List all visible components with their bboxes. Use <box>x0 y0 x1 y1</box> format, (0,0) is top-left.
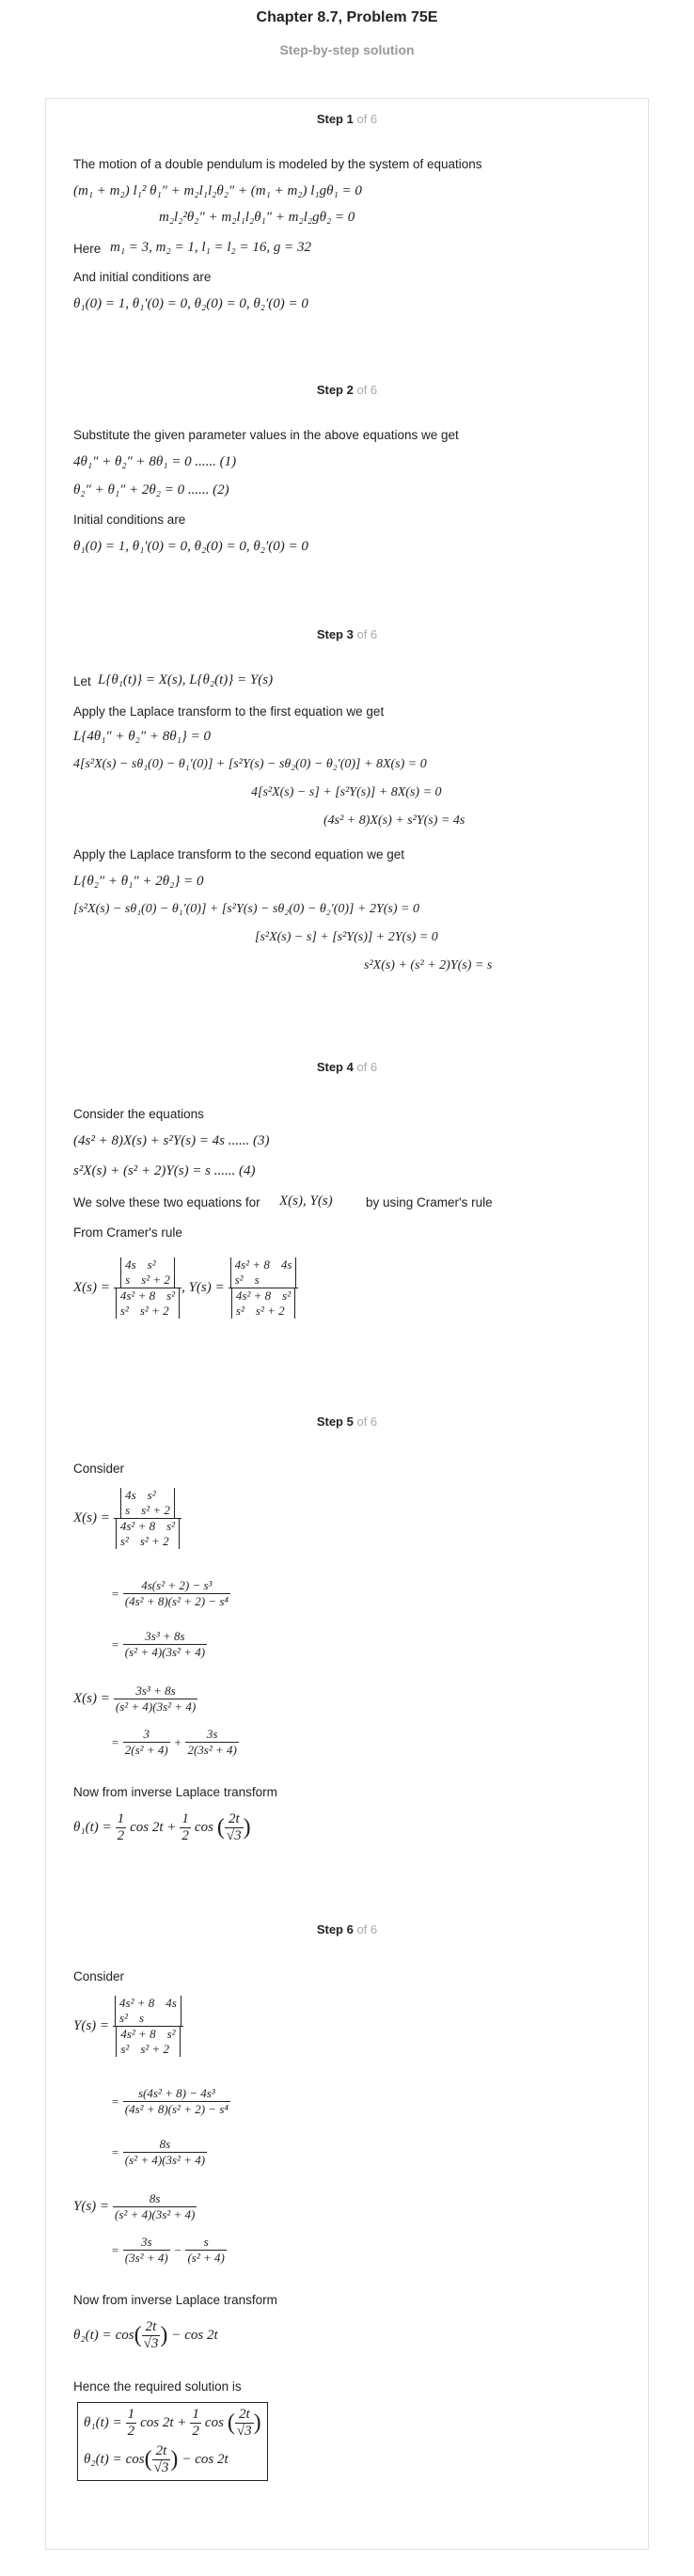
step-card-6 <box>45 1909 649 2550</box>
y-determinant: Y(s) = 4s² + 8 4s s² s 4s² + 8 s² s² s² + 2 <box>73 1996 183 2057</box>
text-line: And initial conditions are <box>73 270 212 284</box>
text-line: Here <box>73 242 102 256</box>
text-line: From Cramer's rule <box>73 1225 182 1240</box>
text-line: Consider <box>73 1969 125 1983</box>
x-fraction: 4s s² s s² + 2 4s² + 8 s² s² s² + 2 <box>114 1257 181 1319</box>
step-header: Step 4 of 6 <box>316 1060 378 1074</box>
text-line: Apply the Laplace transform to the first equation we get <box>73 704 385 719</box>
step-card-4 <box>45 1047 649 1402</box>
x-partial-fractions: = $\frac{3}{\text{2(s² + 4)}}$ + $\frac{3s}{\text{2(3s² + 4)}}$ <box>111 1727 237 1757</box>
text-line: by using Cramer's rule <box>366 1195 493 1209</box>
x-determinant: X(s) = 4s s² s s² + 2 4s² + 8 s² s² s² + 2 <box>73 1488 181 1549</box>
equation-4: s²X(s) + (s² + 2)Y(s) = s ...... (4) <box>73 1163 256 1178</box>
step-card-5 <box>45 1401 649 1910</box>
equation: L{4θ₁″ + θ₂″ + 8θ₁} = 0 <box>73 729 211 744</box>
step-card-3 <box>45 614 649 1048</box>
step-card-2 <box>45 370 649 615</box>
page-title: Chapter 8.7, Problem 75E <box>256 9 438 25</box>
y-simplified: = $\frac{8s}{\text{(s² + 4)(3s² + 4)}}$ <box>111 2137 206 2167</box>
equation: m₂l₂²θ₂″ + m₂l₁l₂θ₁″ + m₂l₂gθ₂ = 0 <box>159 210 355 225</box>
step-header: Step 2 of 6 <box>316 383 378 397</box>
theta1-result: θ₁(t) = $\frac{1}{2}$ cos 2t + $\frac{1}{2}$ cos ( $\frac{2t}{√3}$ ) <box>73 1811 251 1843</box>
page-header <box>0 0 694 57</box>
theta2-result: θ₂(t) = cos ( $\frac{2t}{√3}$ ) − cos 2t <box>73 2319 218 2351</box>
equation: 4[s²X(s) − sθ₁(0) − θ₁′(0)] + [s²Y(s) − sθ₂(0) − θ₂′(0)] + 8X(s) = 0 <box>73 757 427 771</box>
equation: s²X(s) + (s² + 2)Y(s) = s <box>364 958 493 972</box>
equation-2: θ₂″ + θ₁″ + 2θ₂ = 0 ...... (2) <box>73 482 229 498</box>
text-line: Apply the Laplace transform to the second equation we get <box>73 847 404 861</box>
x-expand: = $\frac{\text{4s(s² + 2) − s³}}{\text{(4s² + 8)(s² + 2) − s⁴}}$ <box>111 1578 229 1608</box>
text-line: Now from inverse Laplace transform <box>73 1785 277 1799</box>
final-answer-box <box>77 2402 268 2481</box>
equation: m₁ = 3, m₂ = 1, l₁ = l₂ = 16, g = 32 <box>110 240 311 255</box>
y-fraction: 4s² + 8 4s s² s 4s² + 8 s² s² s² + 2 <box>229 1257 299 1319</box>
equation: X(s), Y(s) <box>279 1193 333 1209</box>
final-theta2: θ₂(t) = cos ( $\frac{2t}{√3}$ ) − cos 2t <box>84 2443 229 2475</box>
step-header: Step 6 of 6 <box>316 1922 378 1936</box>
text-line: Let <box>73 674 91 688</box>
equation: [s²X(s) − sθ₁(0) − θ₁′(0)] + [s²Y(s) − sθ₂(0) − θ₂′(0)] + 2Y(s) = 0 <box>73 902 419 916</box>
text-line: Hence the required solution is <box>73 2379 242 2394</box>
x-result: X(s) = $\frac{\text{3s³ + 8s}}{\text{(s² + 4)(3s² + 4)}}$ <box>73 1683 197 1714</box>
equation: 4[s²X(s) − s] + [s²Y(s)] + 8X(s) = 0 <box>251 785 442 799</box>
equation: (m₁ + m₂) l₁² θ₁″ + m₂l₁l₂θ₂″ + (m₁ + m₂) l₁gθ₁ = 0 <box>73 183 362 198</box>
equation: L{θ₂″ + θ₁″ + 2θ₂} = 0 <box>73 874 204 889</box>
text-line: Now from inverse Laplace transform <box>73 2293 277 2307</box>
y-partial-fractions: = $\frac{3s}{\text{(3s² + 4)}}$ − $\frac{s}{\text{(s² + 4)}}$ <box>111 2235 225 2265</box>
step-card-1 <box>45 98 649 371</box>
y-result: Y(s) = $\frac{8s}{\text{(s² + 4)(3s² + 4)}}$ <box>73 2191 196 2221</box>
cramer-formula: X(s) = 4s s² s s² + 2 4s² + 8 s² s² s² + 2 , Y(s) = 4s² + 8 4s s² s 4s² + 8 s² s² s² + 2 <box>73 1257 298 1319</box>
final-theta1: θ₁(t) = $\frac{1}{2}$ cos 2t + $\frac{1}{2}$ cos ( $\frac{2t}{√3}$ ) <box>84 2407 261 2439</box>
equation-3: (4s² + 8)X(s) + s²Y(s) = 4s ...... (3) <box>73 1133 270 1148</box>
text-line: The motion of a double pendulum is modeled by the system of equations <box>73 157 482 171</box>
step-header: Step 5 of 6 <box>316 1414 378 1429</box>
equation: L{θ₁(t)} = X(s), L{θ₂(t)} = Y(s) <box>98 672 274 687</box>
equation-1: 4θ₁″ + θ₂″ + 8θ₁ = 0 ...... (1) <box>73 454 237 469</box>
y-expand: = $\frac{\text{s(4s² + 8) − 4s³}}{\text{(4s² + 8)(s² + 2) − s⁴}}$ <box>111 2086 229 2116</box>
text-line: Consider the equations <box>73 1107 204 1121</box>
text-line: Substitute the given parameter values in the above equations we get <box>73 428 459 442</box>
equation: θ₁(0) = 1, θ₁′(0) = 0, θ₂(0) = 0, θ₂′(0) = 0 <box>73 296 308 311</box>
step-header: Step 3 of 6 <box>316 627 378 641</box>
text-line: Initial conditions are <box>73 513 186 527</box>
text-line: Consider <box>73 1462 125 1476</box>
x-simplified: = $\frac{\text{3s³ + 8s}}{\text{(s² + 4)(3s² + 4)}}$ <box>111 1629 206 1659</box>
equation: θ₁(0) = 1, θ₁′(0) = 0, θ₂(0) = 0, θ₂′(0) = 0 <box>73 539 308 554</box>
page-subtitle: Step-by-step solution <box>279 42 415 57</box>
text-line: We solve these two equations for <box>73 1195 260 1209</box>
equation: [s²X(s) − s] + [s²Y(s)] + 2Y(s) = 0 <box>255 930 438 944</box>
equation: (4s² + 8)X(s) + s²Y(s) = 4s <box>323 814 465 828</box>
step-header: Step 1 of 6 <box>316 112 378 126</box>
